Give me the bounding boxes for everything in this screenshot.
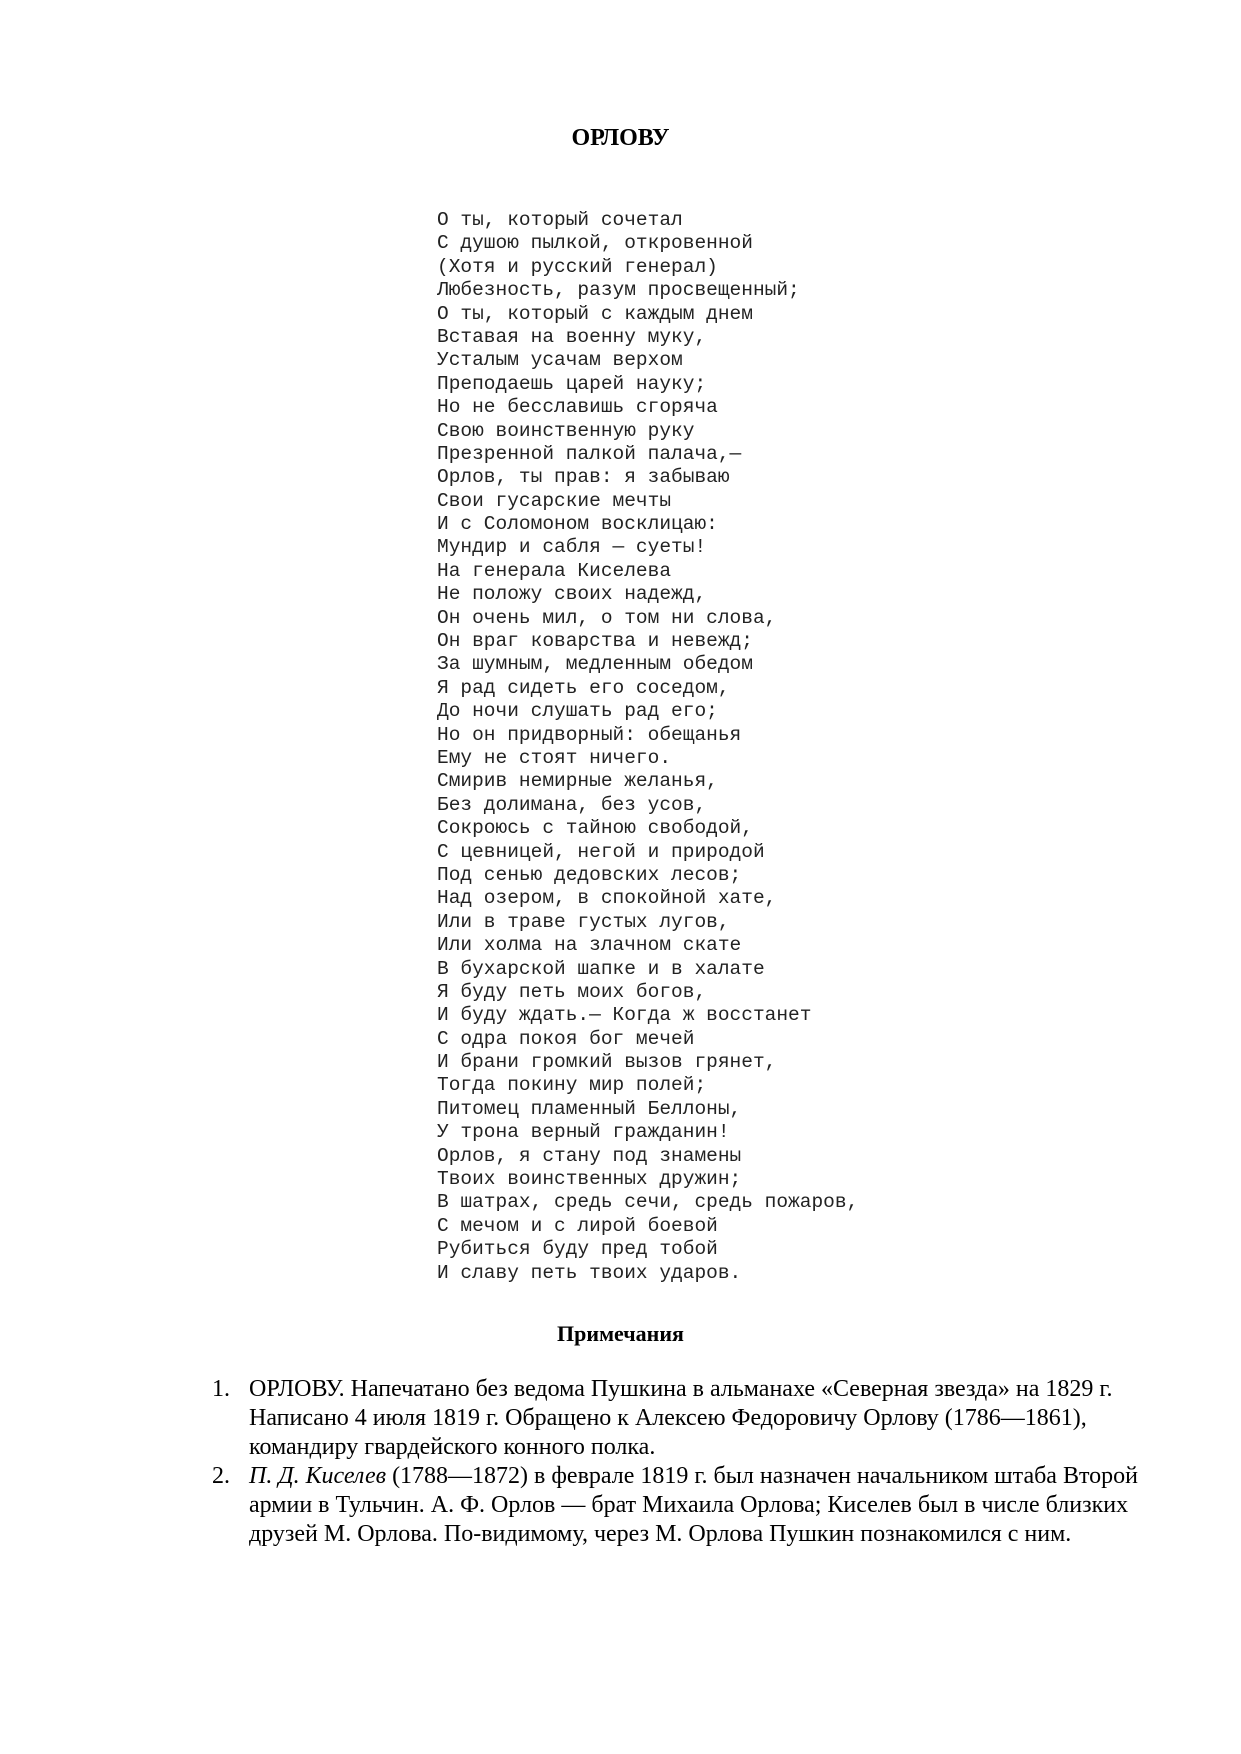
note-italic-name: П. Д. Киселев <box>249 1463 387 1489</box>
poem-line: До ночи слушать рад его; <box>437 700 718 723</box>
poem-line: (Хотя и русский генерал) <box>437 255 718 278</box>
poem-line: Любезность, разум просвещенный; <box>437 279 800 302</box>
poem-line: Я буду петь моих богов, <box>437 980 707 1003</box>
poem-line: Презренной палкой палача,— <box>437 442 742 465</box>
note-text: (1788—1872) в феврале 1819 г. был назначен начальником штаба Второй армии в Тульчин. А. Ф. Орлов — брат Михаила Орлова; Киселев был в числе близких друзей М. Орлова. По-видимому, через М. Орлова Пушкин познакомился с ним. <box>249 1463 1138 1547</box>
poem-line: Преподаешь царей науку; <box>437 372 707 395</box>
poem-line: С душою пылкой, откровенной <box>437 232 753 255</box>
poem-line: В шатрах, средь сечи, средь пожаров, <box>437 1191 859 1214</box>
poem-line: Он очень мил, о том ни слова, <box>437 606 777 629</box>
poem-line: Без долимана, без усов, <box>437 793 707 816</box>
poem-line: У трона верный гражданин! <box>437 1121 730 1144</box>
poem-line: И буду ждать.— Когда ж восстанет <box>437 1004 812 1027</box>
poem-line: Мундир и сабля — суеты! <box>437 536 707 559</box>
poem-line: Я рад сидеть его соседом, <box>437 676 730 699</box>
poem-line: И славу петь твоих ударов. <box>437 1261 742 1284</box>
poem-line: На генерала Киселева <box>437 559 672 582</box>
poem-line: Свои гусарские мечты <box>437 489 672 512</box>
poem-line: Не положу своих надежд, <box>437 583 707 606</box>
poem-line: Тогда покину мир полей; <box>437 1074 707 1097</box>
note-number: 1. <box>212 1376 230 1402</box>
notes-list <box>212 1375 1142 1549</box>
note-item <box>212 1462 1142 1549</box>
poem-line: С одра покоя бог мечей <box>437 1027 695 1050</box>
poem-line: В бухарской шапке и в халате <box>437 957 765 980</box>
note-number: 2. <box>212 1463 230 1489</box>
poem-line: Сокроюсь с тайною свободой, <box>437 817 753 840</box>
note-item <box>212 1375 1142 1462</box>
poem-line: Смирив немирные желанья, <box>437 770 718 793</box>
poem-line: И брани громкий вызов грянет, <box>437 1051 777 1074</box>
poem-line: Он враг коварства и невежд; <box>437 630 753 653</box>
poem-line: Свою воинственную руку <box>437 419 695 442</box>
notes-heading: Примечания <box>557 1321 684 1346</box>
poem-line: Или в траве густых лугов, <box>437 910 730 933</box>
poem-line: О ты, который с каждым днем <box>437 302 753 325</box>
poem-line: Но он придворный: обещанья <box>437 723 742 746</box>
poem-line: С мечом и с лирой боевой <box>437 1214 718 1237</box>
poem-line: Орлов, ты прав: я забываю <box>437 466 730 489</box>
poem-line: Вставая на военну муку, <box>437 325 707 348</box>
poem-line: Над озером, в спокойной хате, <box>437 887 777 910</box>
poem-title: ОРЛОВУ <box>571 125 670 151</box>
poem-line: Твоих воинственных дружин; <box>437 1168 742 1191</box>
poem-line: Рубиться буду пред тобой <box>437 1238 718 1261</box>
poem-line: За шумным, медленным обедом <box>437 653 753 676</box>
note-text: ОРЛОВУ. Напечатано без ведома Пушкина в альманахе «Северная звезда» на 1829 г. Написано 4 июля 1819 г. Обращено к Алексею Федоровичу Орлову (1786—1861), командиру гвардейского конного полка. <box>249 1376 1113 1460</box>
poem-line: И с Соломоном восклицаю: <box>437 513 718 536</box>
poem-line: Под сенью дедовских лесов; <box>437 863 742 886</box>
poem-line: Усталым усачам верхом <box>437 349 683 372</box>
poem-line: С цевницей, негой и природой <box>437 840 765 863</box>
poem-line: О ты, который сочетал <box>437 209 683 231</box>
poem-line: Ему не стоят ничего. <box>437 746 672 769</box>
poem-line: Но не бесславишь сгоряча <box>437 396 718 419</box>
poem-line: Питомец пламенный Беллоны, <box>437 1097 742 1120</box>
poem-body <box>437 209 858 1285</box>
poem-line: Орлов, я стану под знамены <box>437 1144 742 1167</box>
poem-line: Или холма на злачном скате <box>437 934 742 957</box>
